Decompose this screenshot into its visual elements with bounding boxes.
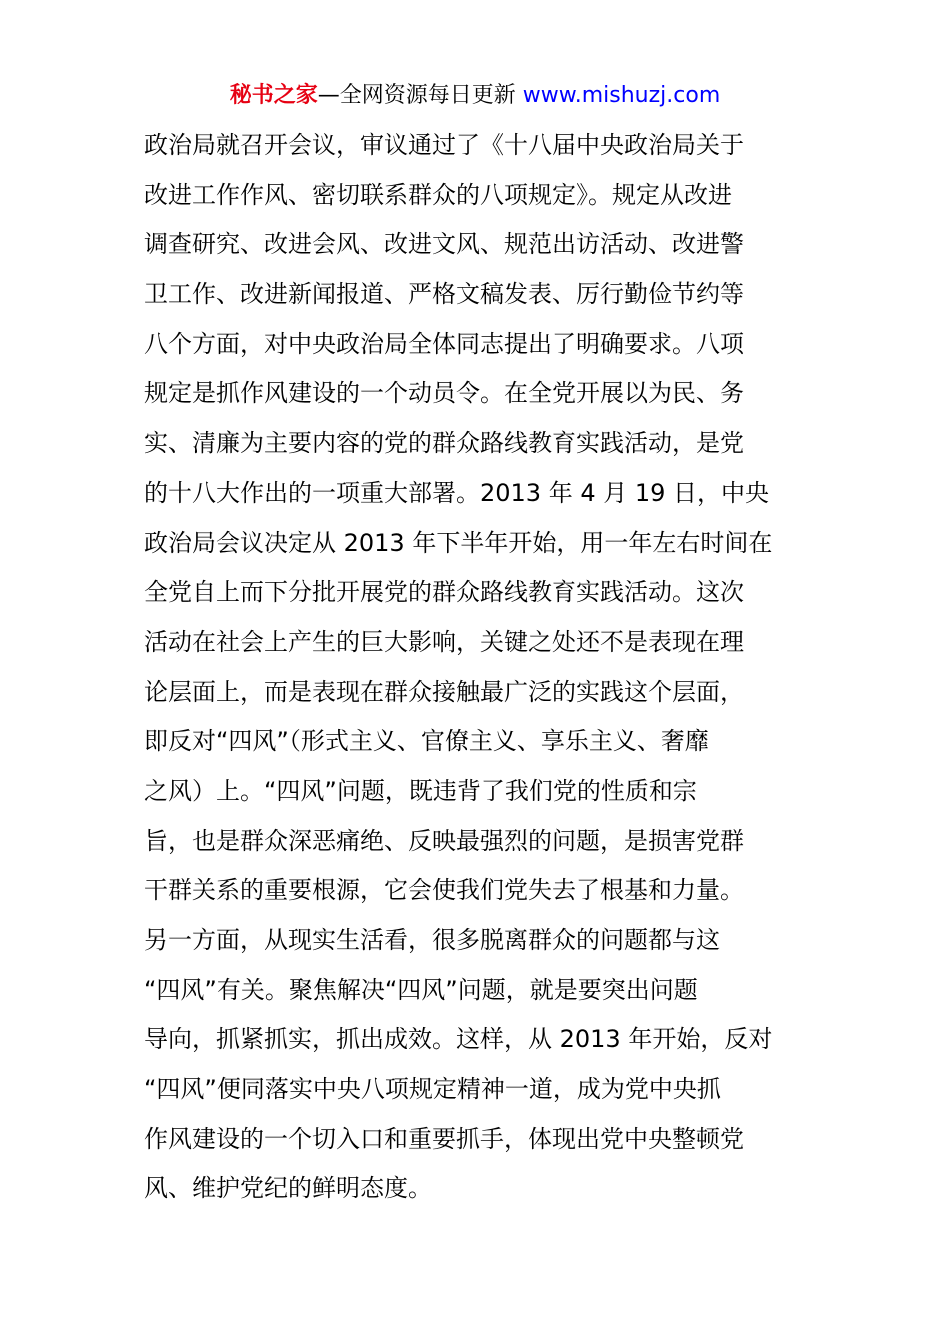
text-line: 改进工作作风、密切联系群众的八项规定》。规定从改进 — [144, 180, 732, 209]
text-line: 作风建设的一个切入口和重要抓手，体现出党中央整顿党 — [144, 1124, 744, 1153]
text-line: 政治局就召开会议，审议通过了《十八届中央政治局关于 — [144, 131, 744, 159]
text-line: 规定是抓作风建设的一个动员令。在全党开展以为民、务 — [144, 379, 744, 408]
text-line: “四风”有关。聚焦解决“四风”问题，就是要突出问题 — [144, 975, 698, 1004]
text-line: 全党自上而下分批开展党的群众路线教育实践活动。这次 — [144, 578, 744, 607]
text-line: 干群关系的重要根源，它会使我们党失去了根基和力量。 — [144, 876, 744, 905]
brand-name: 秘书之家 — [229, 83, 318, 108]
text-line: 风、维护党纪的鲜明态度。 — [144, 1174, 432, 1203]
text-line: 导向，抓紧抓实，抓出成效。这样，从 2013 年开始，反对 — [144, 1025, 773, 1054]
site-url-link[interactable]: www.mishuzj.com — [522, 83, 721, 108]
text-line: 调查研究、改进会风、改进文风、规范出访活动、改进警 — [144, 230, 744, 259]
text-line: 旨，也是群众深恶痛绝、反映最强烈的问题，是损害党群 — [144, 826, 744, 855]
page-header — [0, 80, 950, 112]
text-line: 论层面上，而是表现在群众接触最广泛的实践这个层面， — [144, 677, 744, 706]
text-line: 政治局会议决定从 2013 年下半年开始，用一年左右时间在 — [144, 528, 773, 557]
text-line: 活动在社会上产生的巨大影响，关键之处还不是表现在理 — [144, 627, 744, 656]
text-line: 卫工作、改进新闻报道、严格文稿发表、厉行勤俭节约等 — [144, 280, 744, 309]
text-line: 之风）上。“四风”问题，既违背了我们党的性质和宗 — [144, 776, 697, 805]
text-line: 即反对“四风”（形式主义、官僚主义、享乐主义、奢靡 — [144, 727, 709, 756]
document-body — [144, 121, 812, 1214]
text-line: “四风”便同落实中央八项规定精神一道，成为党中央抓 — [144, 1075, 721, 1104]
text-line: 的十八大作出的一项重大部署。2013 年 4 月 19 日，中央 — [144, 478, 770, 507]
text-line: 实、清廉为主要内容的党的群众路线教育实践活动，是党 — [144, 429, 744, 458]
text-line: 另一方面，从现实生活看，很多脱离群众的问题都与这 — [144, 926, 720, 954]
header-tagline: —全网资源每日更新 — [317, 83, 516, 108]
text-line: 八个方面，对中央政治局全体同志提出了明确要求。八项 — [144, 329, 744, 358]
